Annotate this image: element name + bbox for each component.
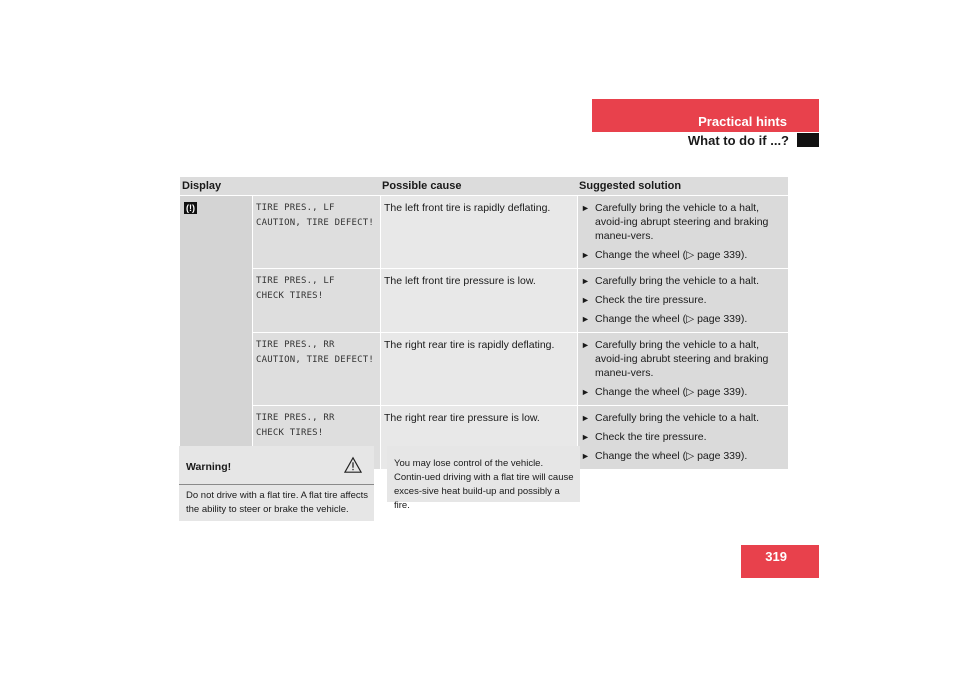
page-number: 319 <box>765 549 787 564</box>
display-message <box>252 333 380 406</box>
solution-step <box>581 248 785 262</box>
column-header-cause: Possible cause <box>380 177 577 196</box>
display-message-line: CHECK TIRES! <box>256 428 324 438</box>
section-title: Practical hints <box>698 114 787 129</box>
solution-step-text: Carefully bring the vehicle to a halt. <box>595 275 760 287</box>
warning-divider <box>179 484 374 485</box>
solution-step <box>581 385 785 399</box>
display-message-line: CHECK TIRES! <box>256 291 324 301</box>
tire-pressure-warning-icon: (!) <box>186 203 195 213</box>
solution-step <box>581 430 785 444</box>
warning-continued-text: You may lose control of the vehicle. Contin-ued driving with a flat tire will cause exces-sive heat build-up and possibly a fire. <box>394 458 574 511</box>
display-icon-cell <box>180 196 252 470</box>
triangle-right-icon: ► <box>581 295 590 305</box>
warning-continued-box <box>387 446 580 511</box>
solution-step-text: Check the tire pressure. <box>595 294 707 306</box>
suggested-solution <box>577 269 788 333</box>
solution-step <box>581 411 785 425</box>
suggested-solution <box>577 333 788 406</box>
solution-step-text: Carefully bring the vehicle to a halt, avoid-ing abrubt steering and braking maneu-vers. <box>595 339 769 379</box>
warning-title: Warning! <box>186 461 232 473</box>
tire-pressure-table <box>180 177 788 470</box>
possible-cause: The right rear tire is rapidly deflating. <box>380 333 577 406</box>
display-message-line: TIRE PRES., LF <box>256 276 335 286</box>
suggested-solution <box>577 196 788 269</box>
solution-step <box>581 312 785 326</box>
warning-triangle-icon <box>344 456 362 474</box>
triangle-right-icon: ► <box>581 387 590 397</box>
solution-step-text: Change the wheel (▷ page 339). <box>595 313 748 325</box>
suggested-solution <box>577 406 788 470</box>
triangle-right-icon: ► <box>581 250 590 260</box>
table-row <box>180 333 788 406</box>
triangle-right-icon: ► <box>581 413 590 423</box>
display-message-line: TIRE PRES., RR <box>256 340 335 350</box>
display-message-line: TIRE PRES., LF <box>256 203 335 213</box>
solution-step-text: Change the wheel (▷ page 339). <box>595 386 748 398</box>
possible-cause: The left front tire is rapidly deflating. <box>380 196 577 269</box>
triangle-right-icon: ► <box>581 314 590 324</box>
triangle-right-icon: ► <box>581 340 590 350</box>
display-message <box>252 196 380 269</box>
solution-step <box>581 449 785 463</box>
table-header-row <box>180 177 788 196</box>
display-message <box>252 269 380 333</box>
warning-text: Do not drive with a flat tire. A flat tire affects the ability to steer or brake the vehicle. <box>186 490 368 515</box>
column-header-solution: Suggested solution <box>577 177 788 196</box>
section-header <box>592 99 819 132</box>
solution-step-text: Carefully bring the vehicle to a halt. <box>595 412 760 424</box>
page-number-box <box>741 545 819 578</box>
display-message-line: CAUTION, TIRE DEFECT! <box>256 218 374 228</box>
subsection-title: What to do if ...? <box>687 133 789 148</box>
solution-step-text: Change the wheel (▷ page 339). <box>595 450 748 462</box>
possible-cause: The right rear tire pressure is low. <box>380 406 577 470</box>
triangle-right-icon: ► <box>581 276 590 286</box>
solution-step-text: Carefully bring the vehicle to a halt, avoid-ing abrupt steering and braking maneu-vers. <box>595 202 769 242</box>
solution-step <box>581 293 785 307</box>
solution-step-text: Check the tire pressure. <box>595 431 707 443</box>
possible-cause: The left front tire pressure is low. <box>380 269 577 333</box>
solution-step <box>581 338 785 380</box>
triangle-right-icon: ► <box>581 432 590 442</box>
solution-step <box>581 201 785 243</box>
table-row <box>180 196 788 269</box>
solution-step <box>581 274 785 288</box>
solution-step-text: Change the wheel (▷ page 339). <box>595 249 748 261</box>
display-message-line: CAUTION, TIRE DEFECT! <box>256 355 374 365</box>
column-header-display: Display <box>180 177 380 196</box>
warning-box <box>179 446 374 521</box>
display-message-line: TIRE PRES., RR <box>256 413 335 423</box>
section-tab-marker <box>797 133 819 147</box>
table-row <box>180 269 788 333</box>
triangle-right-icon: ► <box>581 203 590 213</box>
triangle-right-icon: ► <box>581 451 590 461</box>
